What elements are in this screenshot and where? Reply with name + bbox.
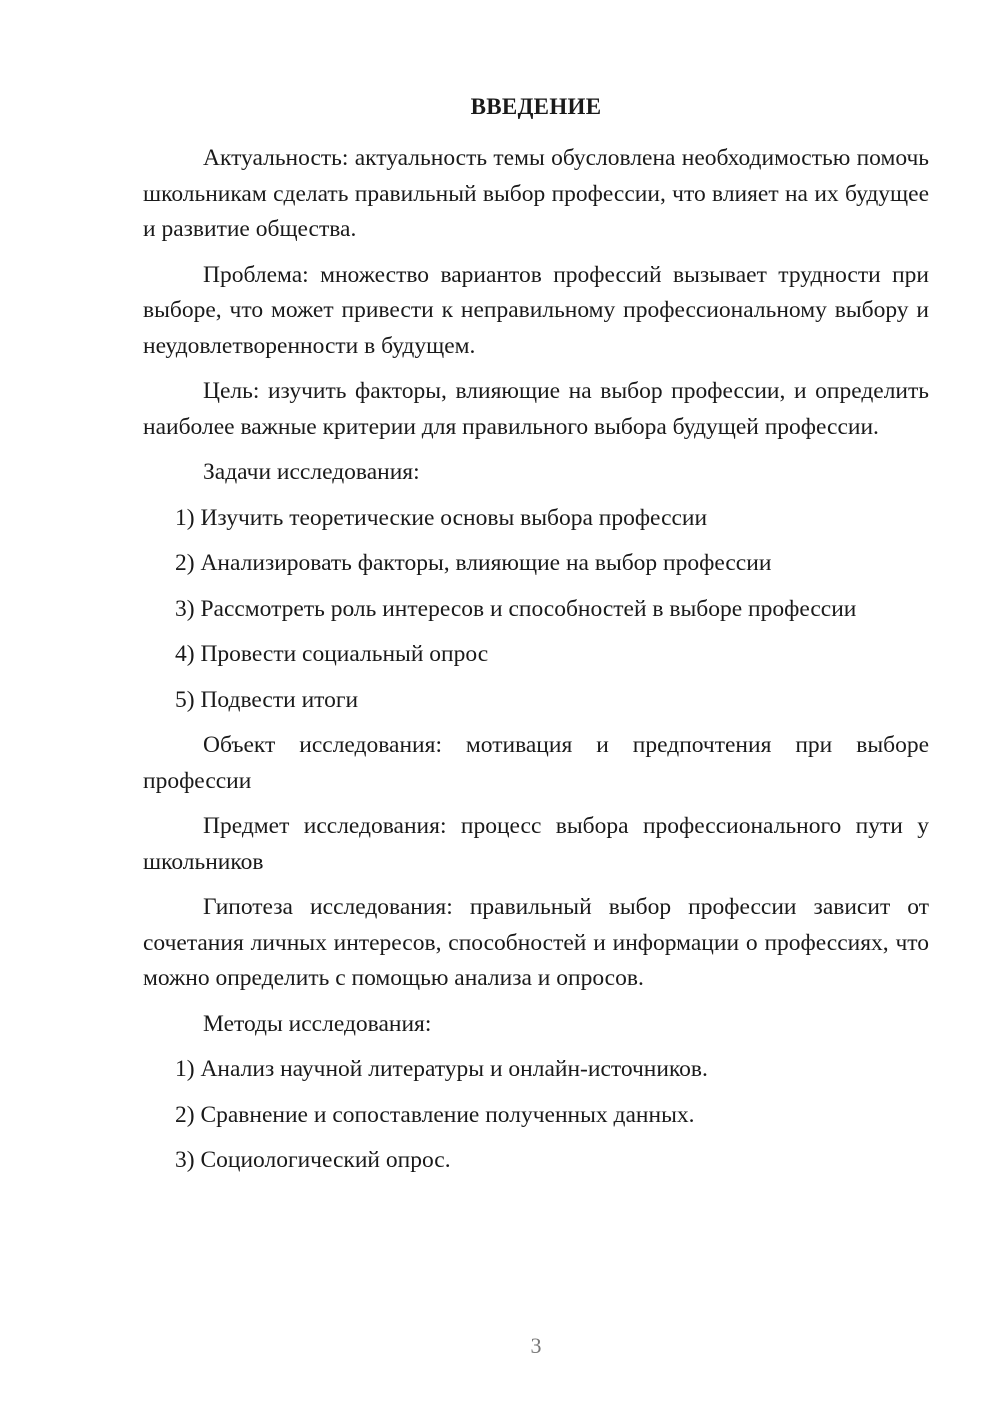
list-item: 1) Анализ научной литературы и онлайн-источников. [175,1056,708,1082]
list-item: 3) Социологический опрос. [175,1147,451,1173]
paragraph-object: Объект исследования: мотивация и предпочтения при выборе профессии [143,732,929,794]
list-item: 1) Изучить теоретические основы выбора профессии [175,504,708,531]
paragraph-problem: Проблема: множество вариантов профессий вызывает трудности при выборе, что может привести к неправильному профессиональному выбору и неудовлетворенности в будущем. [143,261,929,359]
list-item: 4) Провести социальный опрос [175,641,489,667]
paragraph-relevance: Актуальность: актуальность темы обусловлена необходимостью помочь школьникам сделать правильный выбор профессии, что влияет на их будущее и развитие общества. [143,145,929,242]
list-item: 3) Рассмотреть роль интересов и способностей в выборе профессии [175,595,857,622]
tasks-list [143,501,929,719]
list-item: 2) Сравнение и сопоставление полученных данных. [175,1101,695,1128]
list-item: 2) Анализировать факторы, влияющие на выбор профессии [175,550,772,576]
page-number: 3 [530,1333,542,1358]
paragraph-goal: Цель: изучить факторы, влияющие на выбор профессии, и определить наиболее важные критерии для правильного выбора будущей профессии. [143,378,929,440]
paragraph-subject: Предмет исследования: процесс выбора профессионального пути у школьников [143,813,929,875]
document-body [143,141,929,1189]
methods-heading: Методы исследования: [203,1010,432,1037]
paragraph-hypothesis: Гипотеза исследования: правильный выбор профессии зависит от сочетания личных интересов, способностей и информации о профессиях, что можно определить с помощью анализа и опросов. [143,894,929,991]
page-title: ВВЕДЕНИЕ [470,94,602,119]
list-item: 5) Подвести итоги [175,686,359,713]
tasks-heading: Задачи исследования: [203,459,420,485]
methods-list [143,1052,929,1179]
